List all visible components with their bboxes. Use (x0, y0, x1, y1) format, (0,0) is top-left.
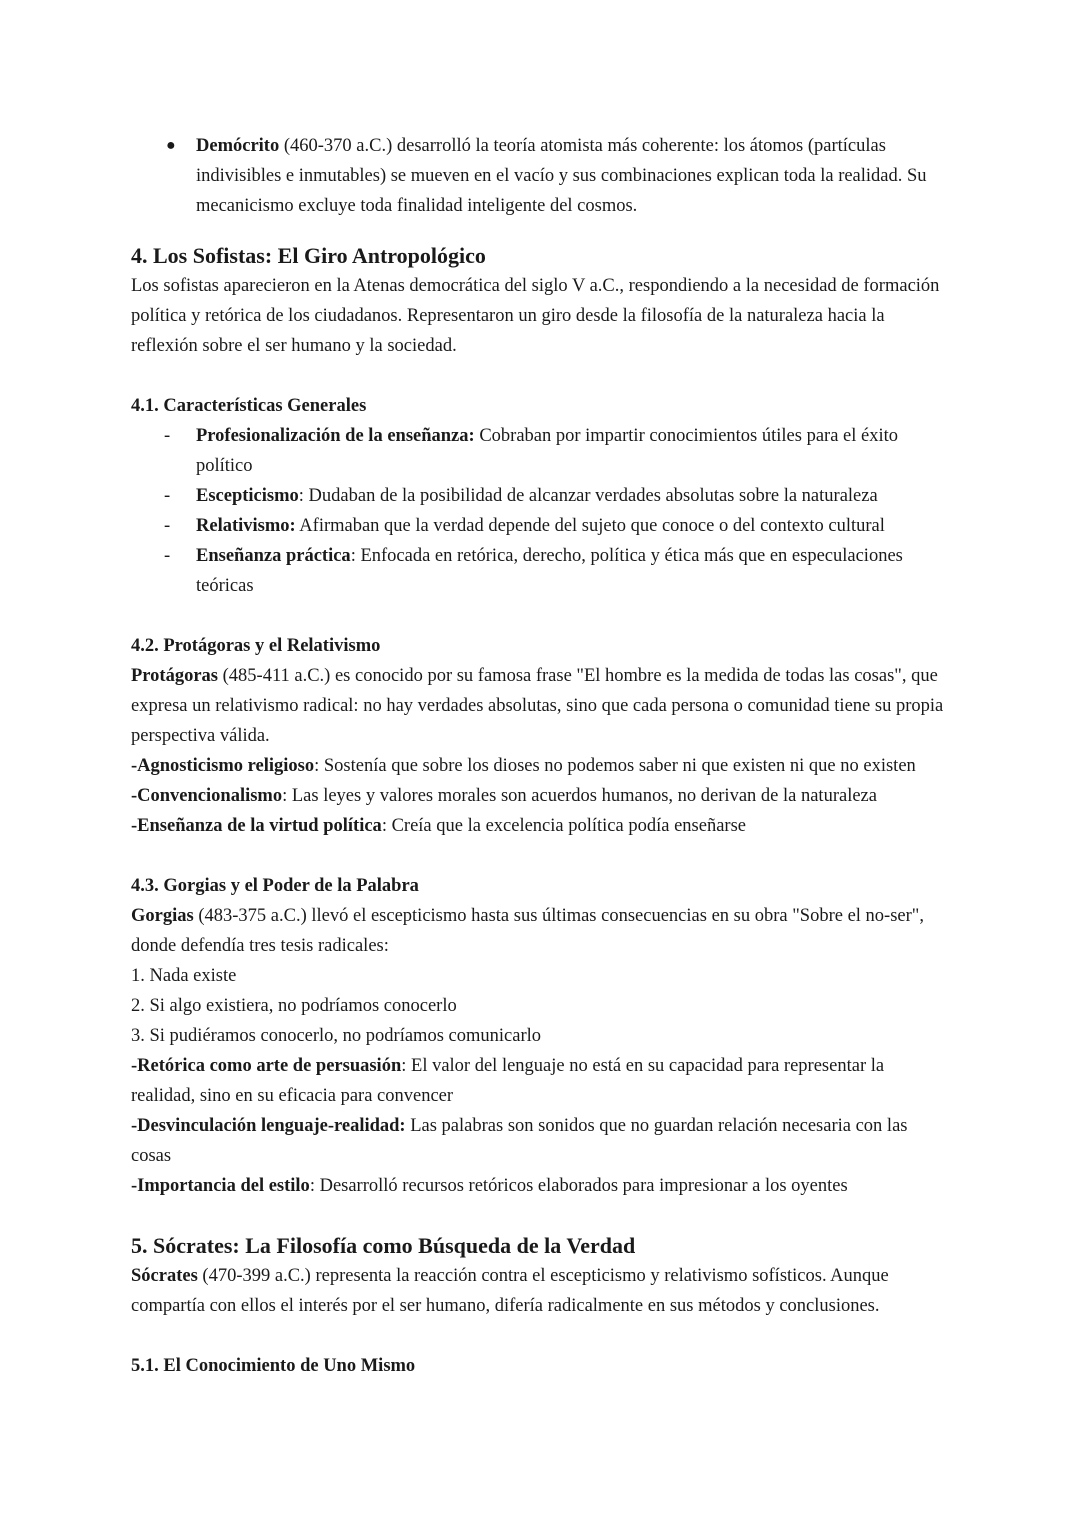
characteristics-list (131, 421, 951, 601)
bullet-dot-icon: ● (166, 137, 176, 154)
point-term: -Enseñanza de la virtud política (131, 816, 382, 836)
protagoras-point (131, 811, 951, 841)
point-term: -Desvinculación lenguaje-realidad: (131, 1116, 406, 1136)
section-4-3-heading: 4.3. Gorgias y el Poder de la Palabra (131, 876, 419, 896)
socrates-name: Sócrates (131, 1266, 198, 1286)
list-item-term: Profesionalización de la enseñanza: (196, 426, 475, 446)
gorgias-point (131, 1051, 951, 1111)
section-4-2-heading: 4.2. Protágoras y el Relativismo (131, 636, 381, 656)
section-4-intro: Los sofistas aparecieron en la Atenas democrática del siglo V a.C., respondiendo a la necesidad de formación política y retórica de los ciudadanos. Representaron un giro desde la filosofía de la naturaleza hacia la reflexión sobre el ser humano y la sociedad. (131, 276, 940, 356)
list-item (131, 511, 951, 541)
list-item-text: : Dudaban de la posibilidad de alcanzar verdades absolutas sobre la naturaleza (298, 486, 878, 506)
point-term: -Convencionalismo (131, 786, 283, 806)
point-text: : Creía que la excelencia política podía enseñarse (381, 816, 746, 836)
protagoras-point (131, 751, 951, 781)
democritus-paragraph (196, 131, 951, 221)
democritus-text: (460-370 a.C.) desarrolló la teoría atomista más coherente: los átomos (partículas indivisibles e inmutables) se mueven en el vacío y sus combinaciones explican toda la realidad. Su mecanicismo excluye toda finalidad inteligente del cosmos. (196, 136, 927, 216)
democritus-name: Demócrito (196, 136, 280, 156)
gorgias-intro: (483-375 a.C.) llevó el escepticismo hasta sus últimas consecuencias en su obra "Sobre el no-ser", donde defendía tres tesis radicales: (131, 906, 924, 956)
point-term: -Retórica como arte de persuasión (131, 1056, 402, 1076)
section-5-heading: 5. Sócrates: La Filosofía como Búsqueda de la Verdad (131, 1233, 636, 1258)
section-4-1-heading: 4.1. Características Generales (131, 396, 367, 416)
democritus-bullet (131, 131, 951, 221)
list-item-term: Escepticismo (196, 486, 299, 506)
point-term: -Importancia del estilo (131, 1176, 310, 1196)
list-item-text: Afirmaban que la verdad depende del sujeto que conoce o del contexto cultural (295, 516, 885, 536)
point-text: : Las leyes y valores morales son acuerdos humanos, no derivan de la naturaleza (282, 786, 877, 806)
list-item (131, 481, 951, 511)
gorgias-point (131, 1111, 951, 1171)
list-item (131, 541, 951, 601)
protagoras-name: Protágoras (131, 666, 218, 686)
thesis-item: 3. Si pudiéramos conocerlo, no podríamos comunicarlo (131, 1026, 541, 1046)
gorgias-name: Gorgias (131, 906, 194, 926)
point-term: -Agnosticismo religioso (131, 756, 315, 776)
document-content (131, 131, 951, 1381)
thesis-item: 2. Si algo existiera, no podríamos conocerlo (131, 996, 457, 1016)
socrates-intro: (470-399 a.C.) representa la reacción contra el escepticismo y relativismo sofísticos. Aunque compartía con ellos el interés por el ser humano, difería radicalmente en sus métodos y conclusiones. (131, 1266, 889, 1316)
dash-icon: - (164, 546, 171, 566)
list-item-term: Relativismo: (196, 516, 296, 536)
section-4-heading: 4. Los Sofistas: El Giro Antropológico (131, 243, 486, 268)
dash-icon: - (164, 426, 171, 446)
protagoras-point (131, 781, 951, 811)
socrates-paragraph (131, 1261, 951, 1321)
point-text: : El valor del lenguaje no está en su capacidad para representar la realidad, sino en su eficacia para convencer (131, 1056, 885, 1106)
dash-icon: - (164, 486, 171, 506)
list-item-text: Cobraban por impartir conocimientos útiles para el éxito político (196, 426, 899, 476)
point-text: Las palabras son sonidos que no guardan relación necesaria con las cosas (131, 1116, 908, 1166)
list-item (131, 421, 951, 481)
list-item-text: : Enfocada en retórica, derecho, política y ética más que en especulaciones teóricas (196, 546, 903, 596)
list-item-term: Enseñanza práctica (196, 546, 351, 566)
gorgias-point (131, 1171, 951, 1201)
protagoras-intro: (485-411 a.C.) es conocido por su famosa frase "El hombre es la medida de todas las cosas", que expresa un relativismo radical: no hay verdades absolutas, sino que cada persona o comunidad tiene su propia perspectiva válida. (131, 666, 944, 746)
protagoras-paragraph (131, 661, 951, 751)
point-text: : Sostenía que sobre los dioses no podemos saber ni que existen ni que no existen (314, 756, 916, 776)
section-5-1-heading: 5.1. El Conocimiento de Uno Mismo (131, 1356, 416, 1376)
thesis-item: 1. Nada existe (131, 966, 237, 986)
dash-icon: - (164, 516, 171, 536)
gorgias-paragraph (131, 901, 951, 961)
point-text: : Desarrolló recursos retóricos elaborados para impresionar a los oyentes (309, 1176, 848, 1196)
